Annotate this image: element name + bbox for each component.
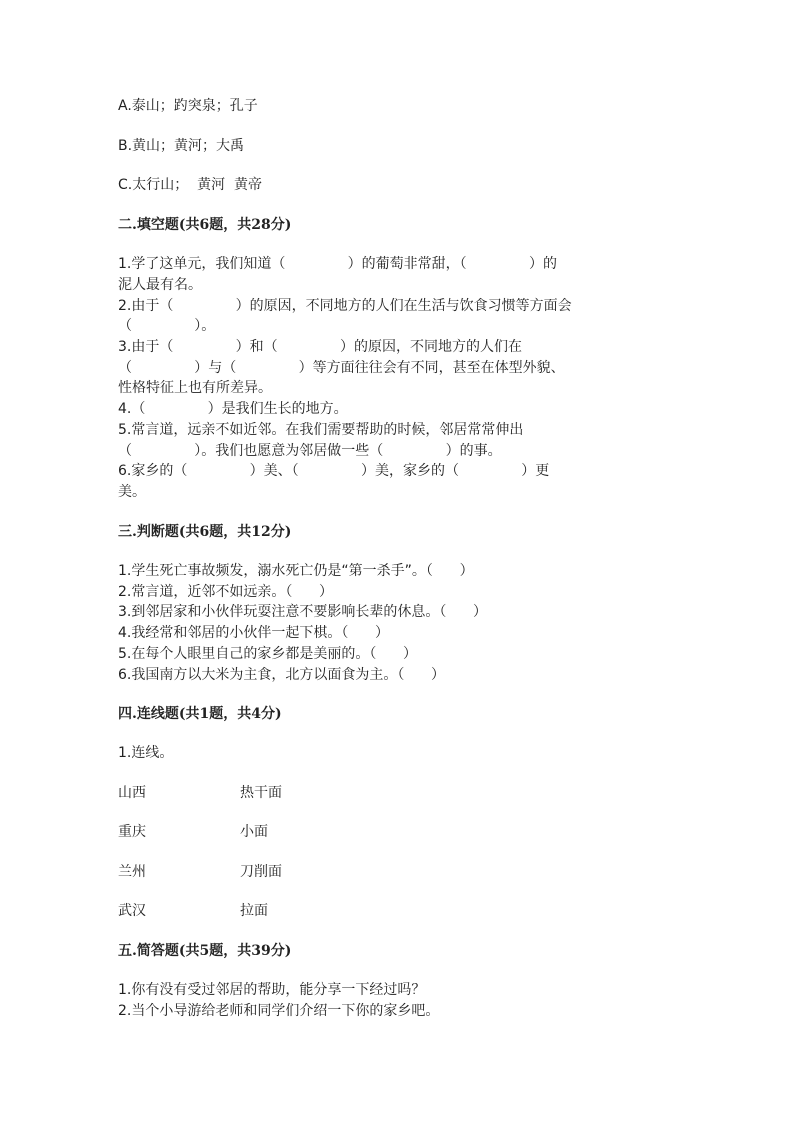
fill-blank-line: 6.家乡的（ ）美、（ ）美，家乡的（ ）更 [118, 463, 550, 479]
match-right-item: 热干面 [240, 785, 282, 801]
match-left-item: 山西 [118, 785, 146, 801]
option-b: B.黄山；黄河；大禹 [118, 138, 245, 154]
fill-blank-line: 美。 [118, 484, 146, 500]
fill-blank-line: （ ）。 [118, 318, 216, 334]
short-answer-item: 1.你有没有受过邻居的帮助，能分享一下经过吗？ [118, 982, 426, 998]
fill-blank-line: 4.（ ）是我们生长的地方。 [118, 401, 348, 417]
short-answer-item: 2.当个小导游给老师和同学们介绍一下你的家乡吧。 [118, 1003, 440, 1019]
match-right-item: 刀削面 [240, 864, 282, 880]
fill-blank-line: （ ）。我们也愿意为邻居做一些（ ）的事。 [118, 443, 502, 459]
judgment-item: 6.我国南方以大米为主食，北方以面食为主。（ ） [118, 667, 446, 683]
matching-prompt: 1.连线。 [118, 745, 174, 761]
match-left-item: 重庆 [118, 824, 146, 840]
section-5-title: 五.简答题(共5题，共39分) [118, 943, 292, 959]
fill-blank-line: 性格特征上也有所差异。 [118, 380, 272, 396]
judgment-item: 3.到邻居家和小伙伴玩耍注意不要影响长辈的休息。（ ） [118, 604, 488, 620]
judgment-item: 1.学生死亡事故频发，溺水死亡仍是“第一杀手”。（ ） [118, 563, 474, 579]
fill-blank-line: （ ）与（ ）等方面往往会有不同，甚至在体型外貌、 [118, 360, 565, 376]
fill-blank-line: 泥人最有名。 [118, 277, 202, 293]
judgment-item: 2.常言道，近邻不如远亲。（ ） [118, 584, 334, 600]
fill-blank-line: 3.由于（ ）和（ ）的原因，不同地方的人们在 [118, 339, 522, 355]
section-3-title: 三.判断题(共6题，共12分) [118, 524, 292, 540]
judgment-item: 4.我经常和邻居的小伙伴一起下棋。（ ） [118, 625, 390, 641]
section-2-title: 二.填空题(共6题，共28分) [118, 217, 292, 233]
judgment-item: 5.在每个人眼里自己的家乡都是美丽的。（ ） [118, 646, 418, 662]
match-left-item: 武汉 [118, 903, 146, 919]
match-left-item: 兰州 [118, 864, 146, 880]
option-c: C.太行山； 黄河 黄帝 [118, 177, 263, 193]
section-4-title: 四.连线题(共1题，共4分) [118, 706, 282, 722]
match-right-item: 小面 [240, 824, 268, 840]
fill-blank-line: 5.常言道，远亲不如近邻。在我们需要帮助的时候，邻居常常伸出 [118, 422, 524, 438]
match-right-item: 拉面 [240, 903, 268, 919]
fill-blank-line: 1.学了这单元，我们知道（ ）的葡萄非常甜，（ ）的 [118, 256, 557, 272]
fill-blank-line: 2.由于（ ）的原因，不同地方的人们在生活与饮食习惯等方面会 [118, 298, 572, 314]
option-a: A.泰山；趵突泉；孔子 [118, 98, 258, 114]
